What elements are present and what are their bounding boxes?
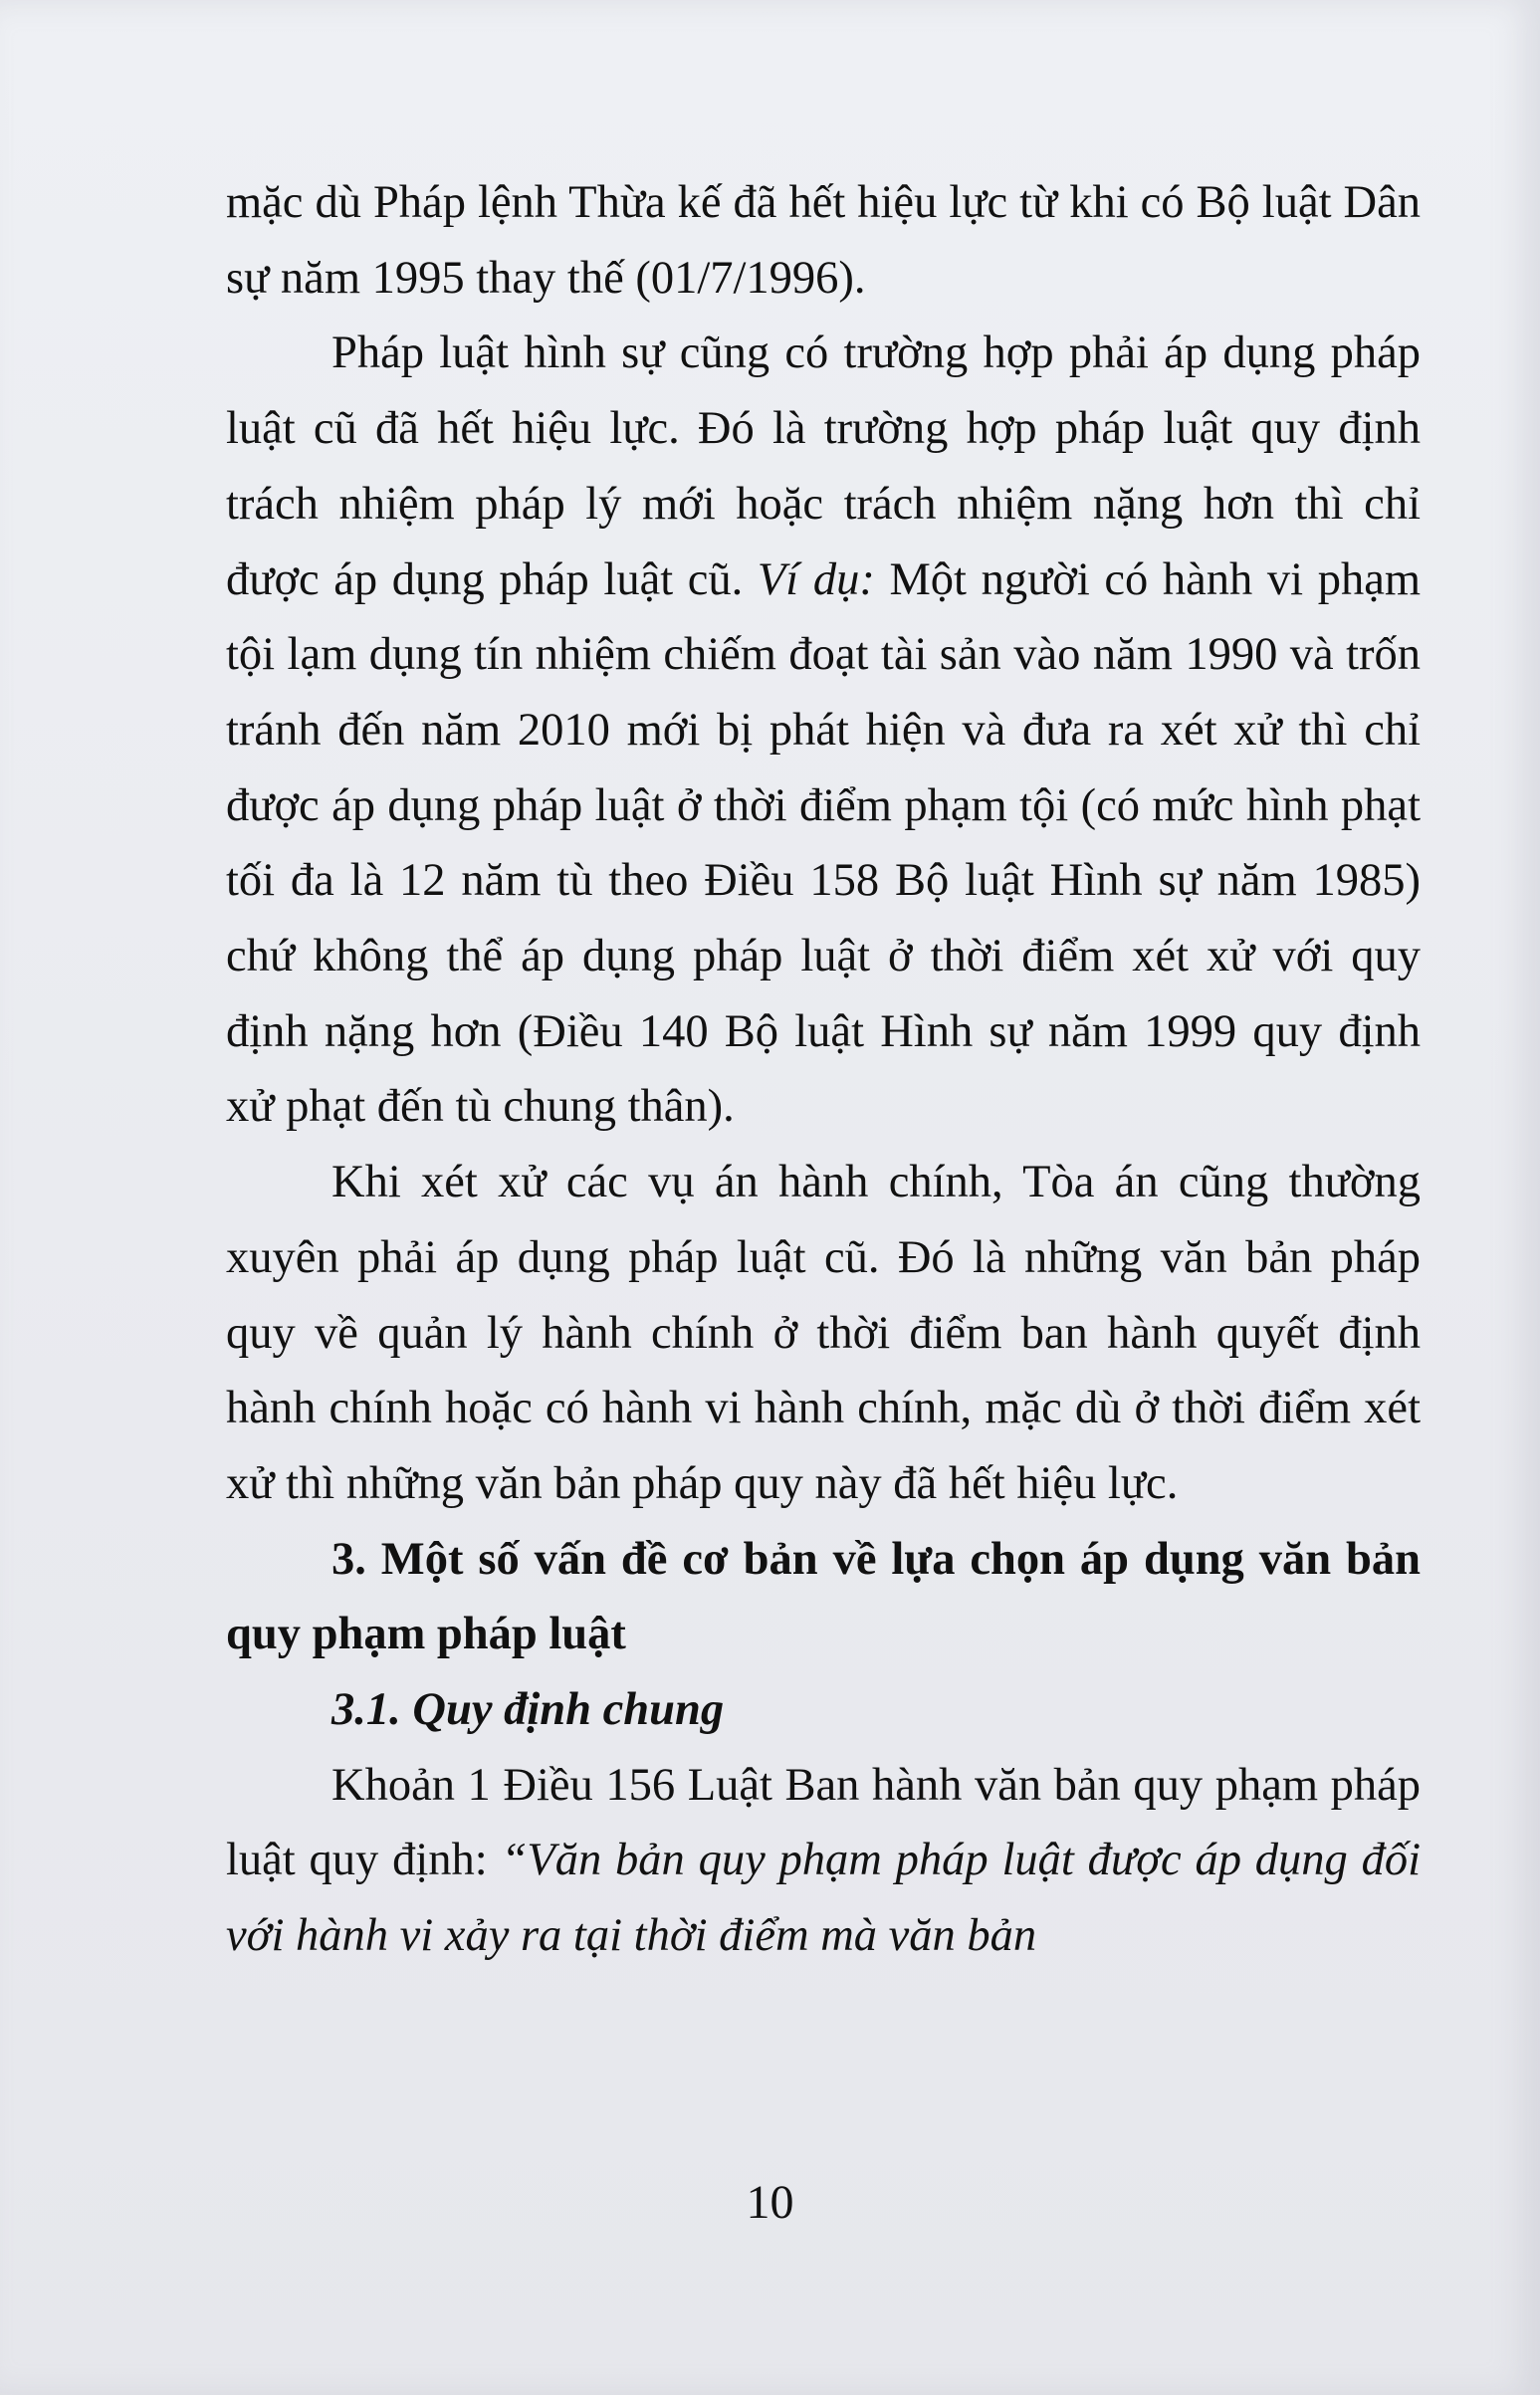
- example-label: Ví dụ:: [757, 553, 875, 605]
- paragraph-legal-quote: [226, 1748, 1421, 1974]
- page-number: 10: [746, 2176, 794, 2229]
- quoted-provision: “Văn bản quy phạm pháp luật được áp dụng đối với hành vi xảy ra tại thời điểm mà văn bản: [226, 1835, 1421, 1962]
- section-heading: 3. Một số vấn đề cơ bản về lựa chọn áp dụng văn bản quy phạm pháp luật: [226, 1533, 1421, 1660]
- page-body: [226, 165, 1421, 1974]
- paragraph-administrative-cases: Khi xét xử các vụ án hành chính, Tòa án cũng thường xuyên phải áp dụng pháp luật cũ. Đó là những văn bản pháp quy về quản lý hành chính ở thời điểm ban hành quyết định hành chính hoặc có hành vi hành chính, mặc dù ở thời điểm xét xử thì những văn bản pháp quy này đã hết hiệu lực.: [226, 1157, 1421, 1509]
- subsection-heading: 3.1. Quy định chung: [331, 1684, 725, 1736]
- paragraph-criminal-law: [226, 316, 1421, 1145]
- paragraph-text: Pháp luật hình sự cũng có trường hợp phải áp dụng pháp luật cũ đã hết hiệu lực. Đó là trường hợp pháp luật quy định trách nhiệm pháp lý mới hoặc trách nhiệm nặng hơn thì chỉ được áp dụng pháp luật cũ.: [226, 327, 1421, 605]
- paragraph-text: Một người có hành vi phạm tội lạm dụng tín nhiệm chiếm đoạt tài sản vào năm 1990 và trốn tránh đến năm 2010 mới bị phát hiện và đưa ra xét xử thì chỉ được áp dụng pháp luật ở thời điểm phạm tội (có mức hình phạt tối đa là 12 năm tù theo Điều 158 Bộ luật Hình sự năm 1985) chứ không thể áp dụng pháp luật ở thời điểm xét xử với quy định nặng hơn (Điều 140 Bộ luật Hình sự năm 1999 quy định xử phạt đến tù chung thân).: [226, 553, 1422, 1133]
- paragraph-continuation: mặc dù Pháp lệnh Thừa kế đã hết hiệu lực từ khi có Bộ luật Dân sự năm 1995 thay thế (01/7/1996).: [226, 177, 1421, 304]
- paragraph-text: Khoản 1 Điều 156 Luật Ban hành văn bản quy phạm pháp luật quy định:: [226, 1759, 1421, 1886]
